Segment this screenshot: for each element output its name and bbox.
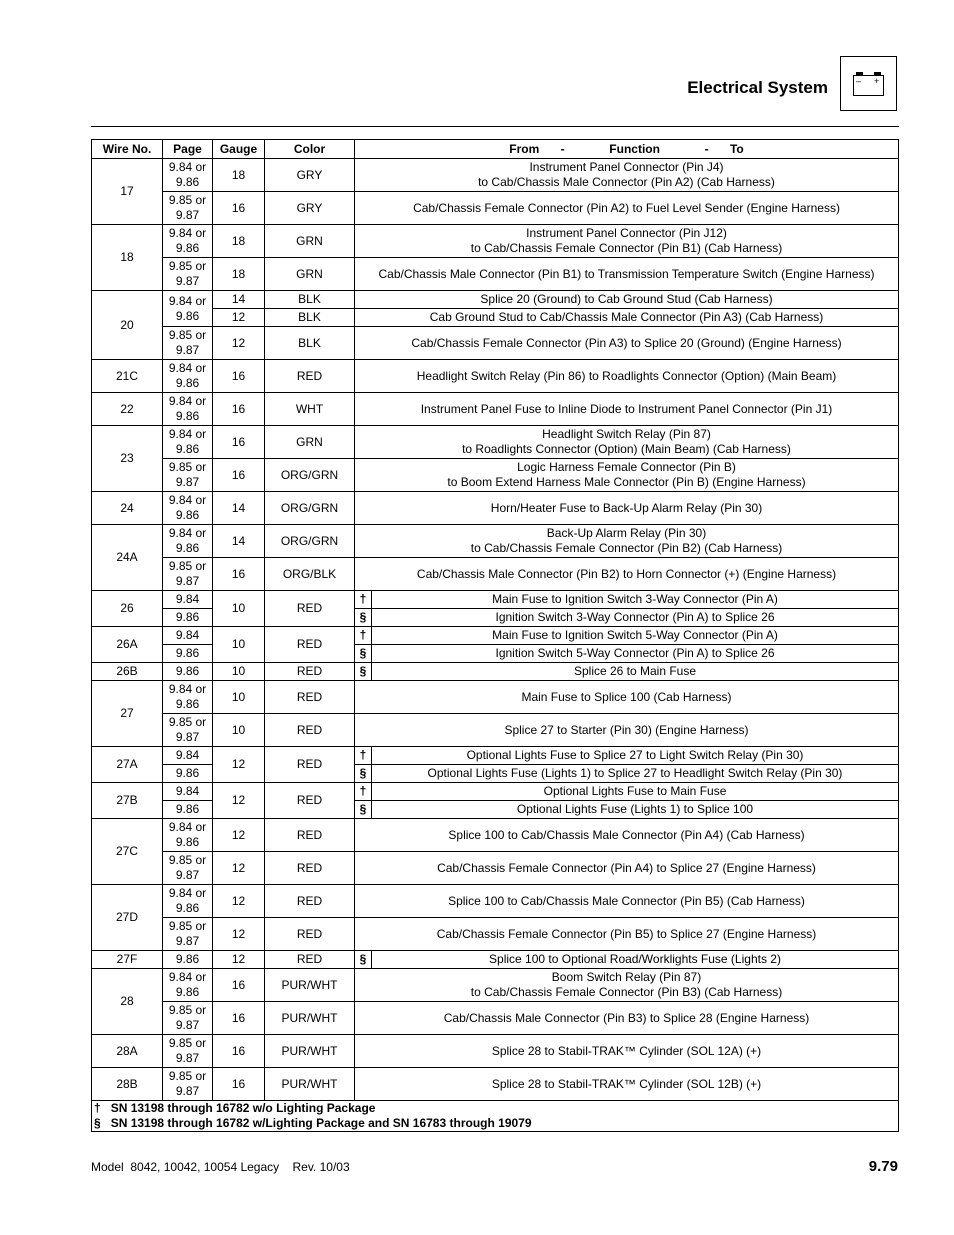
gauge-cell: 16 xyxy=(213,360,265,393)
color-cell: PUR/WHT xyxy=(265,969,355,1002)
page-cell: 9.86 xyxy=(163,663,213,681)
wire-number-cell: 26A xyxy=(92,627,163,663)
wire-number-cell: 28B xyxy=(92,1068,163,1101)
wire-number-cell: 28 xyxy=(92,969,163,1035)
color-cell: BLK xyxy=(265,291,355,309)
page-cell: 9.84 or 9.86 xyxy=(163,159,213,192)
function-cell: Splice 100 to Cab/Chassis Male Connector (Pin A4) (Cab Harness) xyxy=(355,819,899,852)
color-cell: PUR/WHT xyxy=(265,1068,355,1101)
gauge-cell: 12 xyxy=(213,783,265,819)
gauge-cell: 16 xyxy=(213,1002,265,1035)
table-row xyxy=(92,258,899,291)
gauge-cell: 10 xyxy=(213,627,265,663)
wire-number-cell: 28A xyxy=(92,1035,163,1068)
serial-mark-cell: † xyxy=(355,747,372,765)
wire-number-cell: 18 xyxy=(92,225,163,291)
table-row xyxy=(92,714,899,747)
color-cell: RED xyxy=(265,663,355,681)
function-cell: Splice 20 (Ground) to Cab Ground Stud (Cab Harness) xyxy=(355,291,899,309)
function-cell: Splice 27 to Starter (Pin 30) (Engine Harness) xyxy=(355,714,899,747)
page-cell: 9.86 xyxy=(163,645,213,663)
table-row xyxy=(92,192,899,225)
gauge-cell: 10 xyxy=(213,714,265,747)
col-header-function xyxy=(355,140,899,159)
serial-mark-cell: † xyxy=(355,783,372,801)
page-cell: 9.85 or 9.87 xyxy=(163,1068,213,1101)
page-title: Electrical System xyxy=(687,78,828,97)
note-line xyxy=(94,1116,896,1131)
wire-number-cell: 22 xyxy=(92,393,163,426)
gauge-cell: 12 xyxy=(213,852,265,885)
col-header-color: Color xyxy=(265,140,355,159)
color-cell: RED xyxy=(265,681,355,714)
color-cell: GRN xyxy=(265,258,355,291)
color-cell: WHT xyxy=(265,393,355,426)
function-cell: Cab/Chassis Male Connector (Pin B1) to Transmission Temperature Switch (Engine Harness) xyxy=(355,258,899,291)
table-row xyxy=(92,1035,899,1068)
col-header-gauge: Gauge xyxy=(213,140,265,159)
page-cell: 9.85 or 9.87 xyxy=(163,918,213,951)
color-cell: ORG/GRN xyxy=(265,459,355,492)
page-cell: 9.84 xyxy=(163,783,213,801)
note-text: SN 13198 through 16782 w/Lighting Package and SN 16783 through 19079 xyxy=(110,1116,532,1130)
color-cell: RED xyxy=(265,714,355,747)
color-cell: RED xyxy=(265,951,355,969)
page-cell: 9.85 or 9.87 xyxy=(163,1002,213,1035)
color-cell: ORG/BLK xyxy=(265,558,355,591)
color-cell: RED xyxy=(265,360,355,393)
gauge-cell: 12 xyxy=(213,951,265,969)
gauge-cell: 12 xyxy=(213,885,265,918)
wire-table-body xyxy=(92,159,899,1101)
color-cell: RED xyxy=(265,918,355,951)
function-cell: Splice 100 to Cab/Chassis Male Connector (Pin B5) (Cab Harness) xyxy=(355,885,899,918)
wire-number-cell: 27A xyxy=(92,747,163,783)
gauge-cell: 16 xyxy=(213,1068,265,1101)
table-row xyxy=(92,159,899,192)
wire-number-cell: 20 xyxy=(92,291,163,360)
serial-mark-cell: § xyxy=(355,609,372,627)
notes-cell xyxy=(92,1101,899,1132)
battery-body xyxy=(853,75,884,96)
table-row xyxy=(92,951,899,969)
wire-number-cell: 27C xyxy=(92,819,163,885)
page-cell: 9.85 or 9.87 xyxy=(163,258,213,291)
battery-minus-label: – xyxy=(856,76,862,86)
page-cell: 9.84 or 9.86 xyxy=(163,969,213,1002)
col-header-to: To xyxy=(729,141,744,156)
function-cell: Ignition Switch 3-Way Connector (Pin A) to Splice 26 xyxy=(372,609,899,627)
function-cell: Cab/Chassis Male Connector (Pin B3) to Splice 28 (Engine Harness) xyxy=(355,1002,899,1035)
function-cell: Logic Harness Female Connector (Pin B) to Boom Extend Harness Male Connector (Pin B) (Engine Harness) xyxy=(355,459,899,492)
gauge-cell: 10 xyxy=(213,591,265,627)
gauge-cell: 10 xyxy=(213,681,265,714)
table-row xyxy=(92,492,899,525)
serial-mark-cell: § xyxy=(355,663,372,681)
col-header-from: From xyxy=(509,141,540,156)
color-cell: GRN xyxy=(265,225,355,258)
serial-mark-cell: § xyxy=(355,951,372,969)
gauge-cell: 12 xyxy=(213,747,265,783)
col-header-dash: - xyxy=(560,141,565,156)
function-cell: Main Fuse to Ignition Switch 5-Way Connector (Pin A) xyxy=(372,627,899,645)
table-row xyxy=(92,819,899,852)
color-cell: RED xyxy=(265,591,355,627)
table-row xyxy=(92,393,899,426)
page-cell: 9.84 or 9.86 xyxy=(163,360,213,393)
serial-mark-cell: § xyxy=(355,765,372,783)
color-cell: RED xyxy=(265,885,355,918)
color-cell: GRY xyxy=(265,159,355,192)
col-header-dash: - xyxy=(704,141,709,156)
color-cell: BLK xyxy=(265,309,355,327)
gauge-cell: 18 xyxy=(213,225,265,258)
wire-number-cell: 24 xyxy=(92,492,163,525)
page-cell: 9.86 xyxy=(163,765,213,783)
page-cell: 9.84 xyxy=(163,591,213,609)
function-cell: Cab/Chassis Female Connector (Pin A4) to Splice 27 (Engine Harness) xyxy=(355,852,899,885)
page-cell: 9.84 or 9.86 xyxy=(163,291,213,327)
color-cell: BLK xyxy=(265,327,355,360)
function-cell: Boom Switch Relay (Pin 87) to Cab/Chassis Female Connector (Pin B3) (Cab Harness) xyxy=(355,969,899,1002)
gauge-cell: 18 xyxy=(213,159,265,192)
page-cell: 9.86 xyxy=(163,801,213,819)
function-cell: Optional Lights Fuse to Splice 27 to Light Switch Relay (Pin 30) xyxy=(372,747,899,765)
color-cell: ORG/GRN xyxy=(265,492,355,525)
function-cell: Splice 28 to Stabil-TRAK™ Cylinder (SOL 12A) (+) xyxy=(355,1035,899,1068)
function-cell: Headlight Switch Relay (Pin 87) to Roadlights Connector (Option) (Main Beam) (Cab Harness) xyxy=(355,426,899,459)
page-cell: 9.84 xyxy=(163,627,213,645)
table-header-row xyxy=(92,140,899,159)
table-row xyxy=(92,459,899,492)
gauge-cell: 12 xyxy=(213,819,265,852)
wire-number-cell: 27 xyxy=(92,681,163,747)
gauge-cell: 16 xyxy=(213,459,265,492)
page-cell: 9.85 or 9.87 xyxy=(163,192,213,225)
table-row xyxy=(92,918,899,951)
gauge-cell: 14 xyxy=(213,492,265,525)
wire-table xyxy=(91,139,899,1132)
page-cell: 9.84 xyxy=(163,747,213,765)
page-cell: 9.84 or 9.86 xyxy=(163,819,213,852)
battery-icon xyxy=(840,56,897,111)
function-cell: Main Fuse to Splice 100 (Cab Harness) xyxy=(355,681,899,714)
function-cell: Ignition Switch 5-Way Connector (Pin A) to Splice 26 xyxy=(372,645,899,663)
wire-number-cell: 27F xyxy=(92,951,163,969)
page-cell: 9.84 or 9.86 xyxy=(163,426,213,459)
function-cell: Headlight Switch Relay (Pin 86) to Roadlights Connector (Option) (Main Beam) xyxy=(355,360,899,393)
gauge-cell: 16 xyxy=(213,393,265,426)
col-header-page: Page xyxy=(163,140,213,159)
footer-model: Model 8042, 10042, 10054 Legacy Rev. 10/03 xyxy=(91,1160,350,1174)
gauge-cell: 16 xyxy=(213,558,265,591)
page-cell: 9.85 or 9.87 xyxy=(163,1035,213,1068)
gauge-cell: 18 xyxy=(213,258,265,291)
wire-number-cell: 26 xyxy=(92,591,163,627)
wire-number-cell: 24A xyxy=(92,525,163,591)
note-line xyxy=(94,1101,896,1116)
wire-number-cell: 26B xyxy=(92,663,163,681)
wire-number-cell: 17 xyxy=(92,159,163,225)
serial-mark-cell: † xyxy=(355,591,372,609)
function-cell: Optional Lights Fuse (Lights 1) to Splice 100 xyxy=(372,801,899,819)
table-row xyxy=(92,360,899,393)
gauge-cell: 16 xyxy=(213,1035,265,1068)
table-row xyxy=(92,969,899,1002)
page-cell: 9.84 or 9.86 xyxy=(163,525,213,558)
table-row xyxy=(92,663,899,681)
table-row xyxy=(92,309,899,327)
gauge-cell: 12 xyxy=(213,918,265,951)
table-row xyxy=(92,426,899,459)
function-cell: Optional Lights Fuse to Main Fuse xyxy=(372,783,899,801)
wire-number-cell: 27B xyxy=(92,783,163,819)
col-header-wire: Wire No. xyxy=(92,140,163,159)
page-cell: 9.85 or 9.87 xyxy=(163,714,213,747)
table-row xyxy=(92,1002,899,1035)
wire-number-cell: 27D xyxy=(92,885,163,951)
page-cell: 9.85 or 9.87 xyxy=(163,558,213,591)
color-cell: RED xyxy=(265,819,355,852)
page-cell: 9.84 or 9.86 xyxy=(163,885,213,918)
note-mark: § xyxy=(94,1116,101,1130)
serial-mark-cell: § xyxy=(355,645,372,663)
function-cell: Instrument Panel Connector (Pin J12) to Cab/Chassis Female Connector (Pin B1) (Cab Harness) xyxy=(355,225,899,258)
table-row xyxy=(92,627,899,645)
note-mark: † xyxy=(94,1101,101,1115)
page-cell: 9.85 or 9.87 xyxy=(163,852,213,885)
gauge-cell: 10 xyxy=(213,663,265,681)
page-cell: 9.84 or 9.86 xyxy=(163,225,213,258)
page-cell: 9.84 or 9.86 xyxy=(163,393,213,426)
gauge-cell: 16 xyxy=(213,192,265,225)
function-cell: Cab/Chassis Male Connector (Pin B2) to Horn Connector (+) (Engine Harness) xyxy=(355,558,899,591)
color-cell: ORG/GRN xyxy=(265,525,355,558)
function-cell: Cab/Chassis Female Connector (Pin A2) to Fuel Level Sender (Engine Harness) xyxy=(355,192,899,225)
wire-number-cell: 21C xyxy=(92,360,163,393)
function-cell: Cab/Chassis Female Connector (Pin A3) to Splice 20 (Ground) (Engine Harness) xyxy=(355,327,899,360)
color-cell: RED xyxy=(265,747,355,783)
table-row xyxy=(92,525,899,558)
color-cell: PUR/WHT xyxy=(265,1002,355,1035)
function-cell: Main Fuse to Ignition Switch 3-Way Connector (Pin A) xyxy=(372,591,899,609)
color-cell: PUR/WHT xyxy=(265,1035,355,1068)
function-cell: Instrument Panel Connector (Pin J4) to Cab/Chassis Male Connector (Pin A2) (Cab Harness) xyxy=(355,159,899,192)
function-cell: Horn/Heater Fuse to Back-Up Alarm Relay (Pin 30) xyxy=(355,492,899,525)
note-text: SN 13198 through 16782 w/o Lighting Package xyxy=(110,1101,376,1115)
page-cell: 9.84 or 9.86 xyxy=(163,492,213,525)
table-row xyxy=(92,291,899,309)
gauge-cell: 14 xyxy=(213,291,265,309)
serial-mark-cell: § xyxy=(355,801,372,819)
table-row xyxy=(92,1068,899,1101)
page-cell: 9.86 xyxy=(163,609,213,627)
table-row xyxy=(92,558,899,591)
page-cell: 9.85 or 9.87 xyxy=(163,459,213,492)
function-cell: Instrument Panel Fuse to Inline Diode to Instrument Panel Connector (Pin J1) xyxy=(355,393,899,426)
gauge-cell: 16 xyxy=(213,969,265,1002)
page-cell: 9.84 or 9.86 xyxy=(163,681,213,714)
color-cell: GRY xyxy=(265,192,355,225)
color-cell: RED xyxy=(265,852,355,885)
table-row xyxy=(92,783,899,801)
function-cell: Splice 100 to Optional Road/Worklights Fuse (Lights 2) xyxy=(372,951,899,969)
serial-mark-cell: † xyxy=(355,627,372,645)
function-cell: Optional Lights Fuse (Lights 1) to Splice 27 to Headlight Switch Relay (Pin 30) xyxy=(372,765,899,783)
page-number: 9.79 xyxy=(868,1158,898,1175)
page-cell: 9.86 xyxy=(163,951,213,969)
gauge-cell: 14 xyxy=(213,525,265,558)
table-row xyxy=(92,591,899,609)
gauge-cell: 12 xyxy=(213,327,265,360)
wire-number-cell: 23 xyxy=(92,426,163,492)
table-row xyxy=(92,885,899,918)
color-cell: GRN xyxy=(265,426,355,459)
table-row xyxy=(92,681,899,714)
table-row xyxy=(92,327,899,360)
function-cell: Cab/Chassis Female Connector (Pin B5) to Splice 27 (Engine Harness) xyxy=(355,918,899,951)
function-cell: Splice 28 to Stabil-TRAK™ Cylinder (SOL 12B) (+) xyxy=(355,1068,899,1101)
function-cell: Cab Ground Stud to Cab/Chassis Male Connector (Pin A3) (Cab Harness) xyxy=(355,309,899,327)
table-row xyxy=(92,852,899,885)
color-cell: RED xyxy=(265,627,355,663)
gauge-cell: 16 xyxy=(213,426,265,459)
battery-plus-label: + xyxy=(874,76,880,86)
function-cell: Splice 26 to Main Fuse xyxy=(372,663,899,681)
function-cell: Back-Up Alarm Relay (Pin 30) to Cab/Chassis Female Connector (Pin B2) (Cab Harness) xyxy=(355,525,899,558)
table-row xyxy=(92,747,899,765)
notes-row xyxy=(92,1101,899,1132)
color-cell: RED xyxy=(265,783,355,819)
header-rule xyxy=(91,126,899,127)
gauge-cell: 12 xyxy=(213,309,265,327)
table-row xyxy=(92,225,899,258)
col-header-function-label: Function xyxy=(609,141,660,156)
page-cell: 9.85 or 9.87 xyxy=(163,327,213,360)
